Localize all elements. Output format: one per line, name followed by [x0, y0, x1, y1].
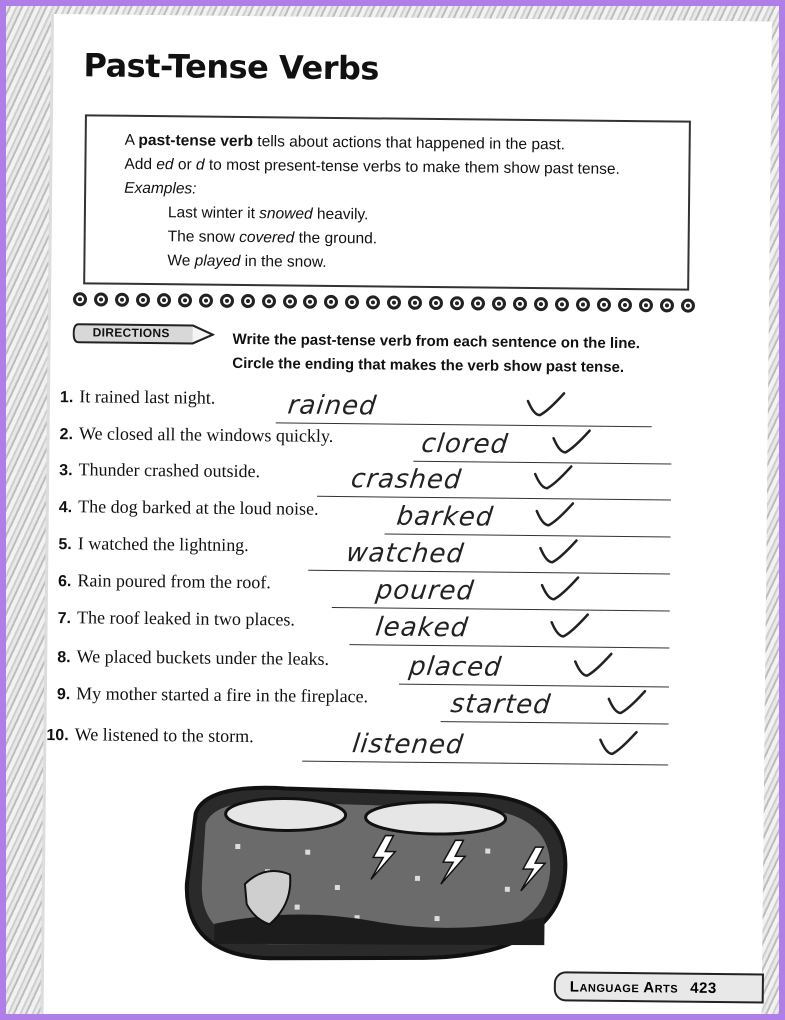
- exercise-item: [59, 423, 333, 462]
- answer-line[interactable]: [349, 644, 669, 648]
- item-sentence: I watched the lightning.: [77, 533, 249, 556]
- item-number: 6.: [57, 573, 72, 591]
- rule-box: [83, 114, 691, 290]
- directions-text: [232, 328, 712, 381]
- border-dot: [345, 295, 359, 309]
- answer-line[interactable]: [441, 721, 669, 724]
- answer-line[interactable]: [385, 533, 671, 537]
- handwritten-answer: leaked: [373, 612, 471, 644]
- handwritten-answer: barked: [395, 501, 496, 533]
- item-sentence: It rained last night.: [79, 386, 216, 408]
- border-dot: [450, 296, 464, 310]
- exercise-item: [57, 683, 369, 722]
- item-sentence: We closed all the windows quickly.: [78, 423, 334, 446]
- example-text: the ground.: [294, 229, 378, 248]
- checkmark-icon: [596, 728, 640, 758]
- border-dot: [136, 293, 150, 307]
- worksheet-page: [44, 14, 772, 1014]
- border-dot: [639, 298, 653, 312]
- directions-line-2: Circle the ending that makes the verb show past tense.: [232, 354, 625, 376]
- border-dot: [324, 295, 338, 309]
- example-text: We: [167, 252, 195, 270]
- checkmark-icon: [549, 426, 593, 456]
- item-number: 7.: [57, 610, 72, 628]
- rule-text: or: [173, 156, 197, 174]
- border-dot: [471, 296, 485, 310]
- handwritten-answer: rained: [286, 390, 379, 422]
- example-text: The snow: [167, 228, 240, 246]
- rule-text: A: [124, 131, 139, 149]
- rule-ending-ed: ed: [156, 156, 174, 174]
- handwritten-answer: crashed: [349, 464, 464, 496]
- decorative-dot-border: [73, 292, 695, 319]
- page-footer: [554, 971, 764, 1003]
- rule-text: Add: [124, 155, 157, 174]
- rule-text: to most present-tense verbs to make them show past tense.: [204, 156, 620, 178]
- checkmark-icon: [533, 499, 577, 529]
- directions-label: DIRECTIONS: [92, 325, 170, 341]
- border-dot: [73, 292, 87, 306]
- example-verb: covered: [239, 228, 295, 247]
- handwritten-answer: listened: [350, 729, 466, 761]
- rule-ending-d: d: [195, 156, 205, 174]
- example-verb: played: [194, 252, 241, 270]
- footer-subject: Language Arts: [569, 977, 679, 997]
- checkmark-icon: [536, 536, 580, 566]
- exercise-item: [58, 570, 271, 608]
- border-dot: [262, 294, 276, 308]
- photo-frame: [6, 6, 779, 1014]
- example-text: heavily.: [312, 205, 369, 224]
- border-dot: [157, 293, 171, 307]
- border-dot: [282, 294, 296, 308]
- checkmark-icon: [538, 573, 582, 603]
- answer-line[interactable]: [302, 761, 668, 766]
- item-number: 8.: [57, 649, 71, 667]
- example-3: [123, 249, 687, 279]
- example-text: Last winter it: [167, 204, 260, 223]
- border-dot: [366, 295, 380, 309]
- border-dot: [387, 296, 401, 310]
- storm-illustration: [174, 773, 576, 967]
- checkmark-icon: [531, 462, 575, 492]
- answer-line[interactable]: [317, 496, 671, 501]
- item-number: 9.: [56, 686, 71, 704]
- border-dot: [303, 295, 317, 309]
- item-number: 2.: [59, 426, 74, 444]
- border-dot: [681, 299, 695, 313]
- rule-term: past-tense verb: [138, 131, 254, 151]
- handwritten-answer: started: [449, 689, 553, 721]
- exercise-item: [58, 533, 249, 571]
- exercise-item: [46, 724, 254, 762]
- exercise-list: [46, 386, 768, 761]
- handwritten-answer: placed: [407, 651, 504, 683]
- border-dot: [408, 296, 422, 310]
- border-dot: [555, 297, 569, 311]
- item-sentence: The dog barked at the loud noise.: [78, 496, 319, 519]
- item-sentence: We placed buckets under the leaks.: [76, 646, 330, 669]
- item-sentence: My mother started a fire in the fireplace.: [76, 683, 369, 707]
- item-sentence: The roof leaked in two places.: [76, 607, 296, 630]
- checkmark-icon: [547, 610, 591, 640]
- handwritten-answer: clored: [419, 428, 510, 460]
- page-title: Past-Tense Verbs: [83, 46, 380, 88]
- border-dot: [199, 294, 213, 308]
- exercise-item: [57, 607, 295, 645]
- item-sentence: We listened to the storm.: [74, 724, 254, 747]
- handwritten-answer: poured: [374, 575, 476, 607]
- item-sentence: Rain poured from the roof.: [77, 570, 271, 593]
- border-dot: [429, 296, 443, 310]
- border-dot: [94, 292, 108, 306]
- border-dot: [178, 293, 192, 307]
- exercise-item: [59, 459, 260, 497]
- item-sentence: Thunder crashed outside.: [78, 459, 261, 482]
- border-dot: [660, 298, 674, 312]
- handwritten-answer: watched: [344, 538, 466, 570]
- answer-line[interactable]: [332, 607, 670, 612]
- border-dot: [534, 297, 548, 311]
- page-number: 423: [690, 979, 717, 997]
- border-dot: [241, 294, 255, 308]
- border-dot: [220, 294, 234, 308]
- border-dot: [597, 298, 611, 312]
- rule-text: tells about actions that happened in the past.: [252, 133, 566, 154]
- exercise-item: [57, 646, 329, 685]
- checkmark-icon: [605, 687, 649, 717]
- example-verb: snowed: [259, 205, 313, 223]
- item-number: 10.: [46, 726, 69, 745]
- checkmark-icon: [571, 649, 615, 679]
- border-dot: [513, 297, 527, 311]
- item-number: 3.: [59, 462, 73, 480]
- examples-label: Examples:: [124, 179, 197, 198]
- item-number: 1.: [59, 389, 74, 407]
- item-number: 4.: [58, 499, 73, 517]
- exercise-item: [59, 496, 319, 535]
- exercise-item: [60, 386, 216, 424]
- example-text: in the snow.: [240, 252, 327, 271]
- directions-tag: [73, 322, 215, 345]
- item-number: 5.: [58, 536, 72, 554]
- border-dot: [618, 298, 632, 312]
- answer-line[interactable]: [308, 570, 670, 575]
- border-dot: [492, 297, 506, 311]
- border-dot: [576, 297, 590, 311]
- checkmark-icon: [524, 389, 568, 419]
- directions-line-1: Write the past-tense verb from each sentence on the line.: [232, 330, 641, 353]
- border-dot: [115, 293, 129, 307]
